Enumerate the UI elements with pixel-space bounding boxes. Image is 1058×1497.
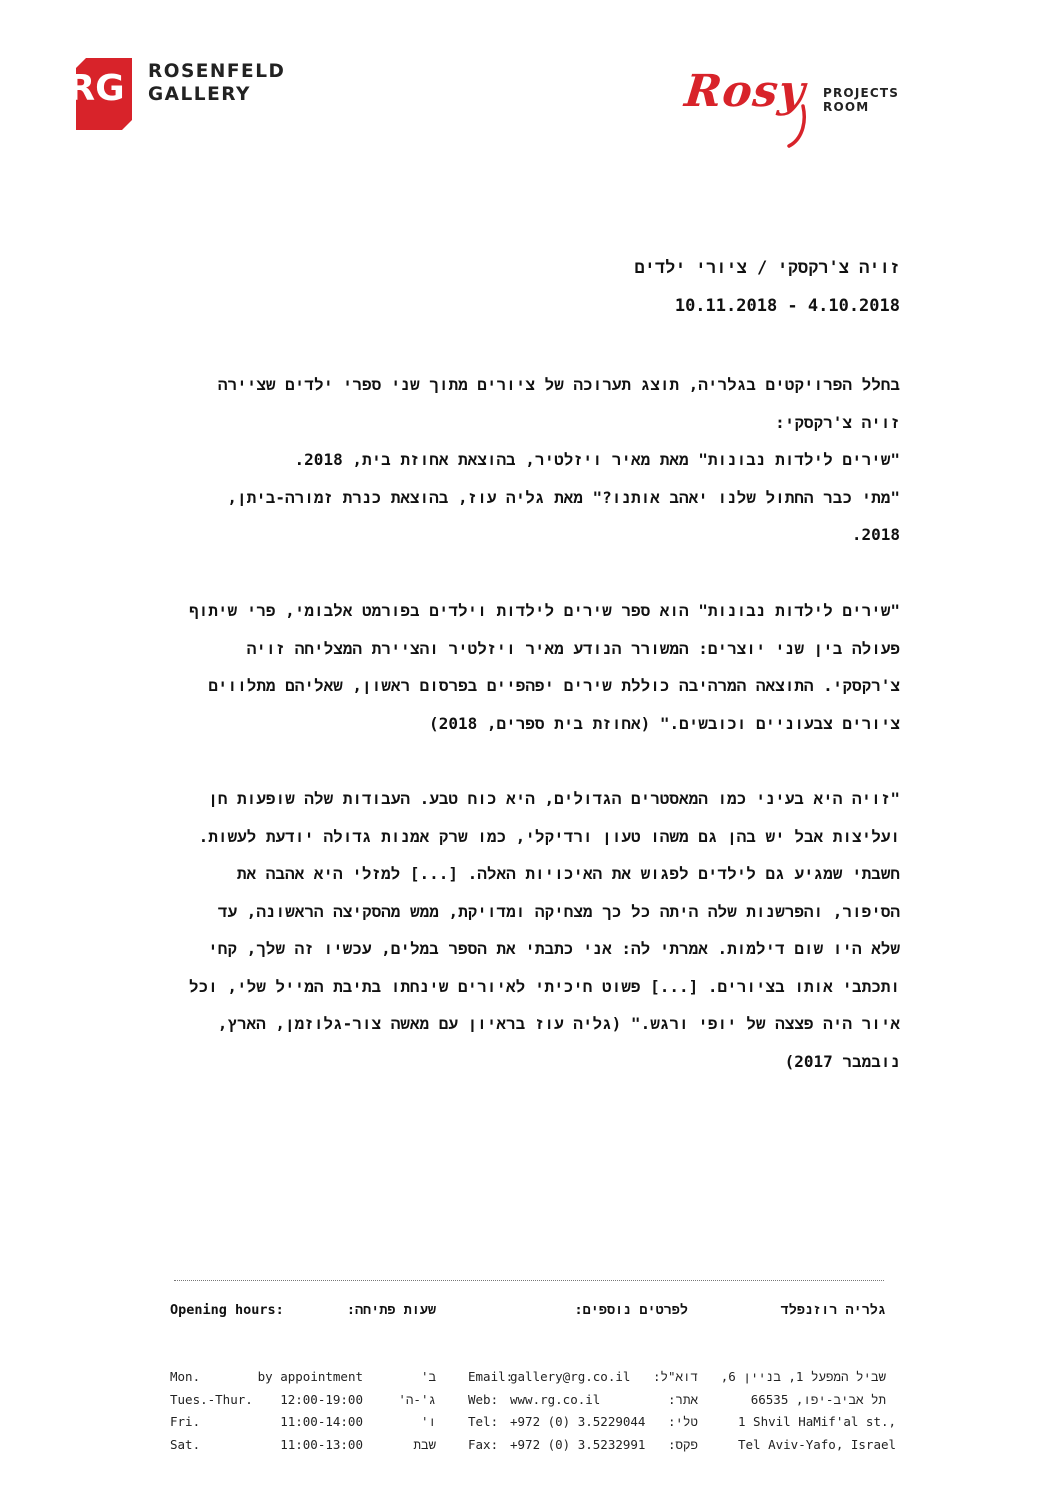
rosy-wordmark: Rosy xyxy=(682,66,808,117)
opening-hours-heading-en: Opening hours: xyxy=(170,1302,284,1318)
rosy-subtitle-line2: ROOM xyxy=(823,100,870,114)
fax-number: +972 (0) 3.5232991 xyxy=(510,1436,646,1452)
contact-values xyxy=(510,1366,645,1456)
opening-hours-heading-he: שעות פתיחה: xyxy=(346,1302,436,1318)
rosenfeld-gallery-logo xyxy=(67,58,316,130)
rosy-swash-icon xyxy=(685,66,825,150)
gallery-name xyxy=(148,60,285,106)
hours-times xyxy=(250,1366,363,1456)
address-line: שביל המפעל 1, בניין 6, xyxy=(720,1369,886,1384)
website-link[interactable]: www.rg.co.il xyxy=(510,1391,601,1407)
hours-day: Tues.-Thur. xyxy=(170,1391,253,1407)
rg-logo-mark-icon xyxy=(67,58,132,130)
hours-time: 11:00-14:00 xyxy=(280,1414,363,1429)
text-line: בחלל הפרויקטים בגלריה, תוצג תערוכה של ציורים מתוך שני ספרי ילדים שציירה xyxy=(217,375,900,394)
address-line: 1 Shvil HaMif'al st., xyxy=(738,1414,897,1429)
text-line: ועליצות אבל יש בהן גם משהו טעון ורדיקלי, כמו שרק אמנות גדולה יודעת לעשות. xyxy=(198,826,900,846)
contact-label: Fax: xyxy=(468,1436,499,1452)
hours-day-he: ו' xyxy=(420,1414,436,1429)
contact-label-he: אתר: xyxy=(667,1391,698,1407)
contact-label-he: פקס: xyxy=(667,1436,698,1452)
contact-labels-he xyxy=(636,1366,698,1456)
gallery-name-line2: GALLERY xyxy=(148,84,251,105)
text-line: פעולה בין שני יוצרים: המשורר הנודע מאיר ויזלטיר והציירת המצליחה זויה xyxy=(246,638,900,658)
hours-day: Fri. xyxy=(170,1414,201,1429)
paragraph-book-description xyxy=(180,592,900,742)
hours-time: 12:00-19:00 xyxy=(280,1391,363,1407)
text-line: צ'רקסקי. התוצאה המרהיבה כוללת שירים יפהפיים בפרסום ראשון, שאליהם מתלווים xyxy=(208,676,900,695)
text-line: שלא היו שום דילמות. אמרתי לה: אני כתבתי את הספר במלים, עכשיו זה שלך, קחי xyxy=(208,939,900,958)
rosy-subtitle xyxy=(823,86,899,114)
hours-day-he: ג'-ה' xyxy=(398,1391,436,1407)
gallery-address xyxy=(720,1366,897,1456)
text-line: ציורים צבעוניים וכובשים." (אחוזת בית ספרים, 2018) xyxy=(429,713,900,733)
contact-label: Email: xyxy=(468,1369,514,1384)
contact-label-he: דוא"ל: xyxy=(652,1369,698,1384)
text-line: "מתי כבר החתול שלנו יאהב אותנו?" מאת גליה עוז, בהוצאת כנרת זמורה-ביתן, xyxy=(227,487,900,507)
text-line: 2018. xyxy=(851,525,900,544)
gallery-name-line1: ROSENFELD xyxy=(148,61,286,82)
rosy-subtitle-line1: PROJECTS xyxy=(823,86,900,100)
contact-labels-en xyxy=(468,1366,513,1456)
text-line: נובמבר 2017) xyxy=(784,1051,900,1071)
rosy-projects-room-logo xyxy=(682,66,925,150)
paragraph-quote xyxy=(180,780,900,1080)
email-link[interactable]: gallery@rg.co.il xyxy=(510,1369,631,1384)
hours-days-he xyxy=(366,1366,436,1456)
hours-days-en xyxy=(170,1366,253,1456)
phone-number: +972 (0) 3.5229044 xyxy=(510,1414,646,1429)
text-line: "שירים לילדות נבונות" מאת מאיר ויזלטיר, בהוצאת אחוזת בית, 2018. xyxy=(294,450,900,469)
contact-label-he: טלי: xyxy=(667,1414,698,1429)
hours-day: Sat. xyxy=(170,1436,201,1452)
footer-divider xyxy=(174,1280,884,1281)
address-line: תל אביב-יפו, 66535 xyxy=(750,1391,886,1407)
exhibition-dates: 10.11.2018 - 4.10.2018 xyxy=(674,296,900,316)
exhibition-title: זויה צ'רקסקי / ציורי ילדים xyxy=(634,258,900,278)
text-line: ותכתבי אותו בציורים. [...] פשוט חיכיתי לאיורים שינחתו בתיבת המייל שלי, וכל xyxy=(188,976,900,996)
address-line: Tel Aviv-Yafo, Israel xyxy=(738,1436,897,1452)
text-line: "שירים לילדות נבונות" הוא ספר שירים לילדות וילדים בפורמט אלבומי, פרי שיתוף xyxy=(189,601,900,620)
text-line: איור היה פצצה של יופי ורגש." (גליה עוז בראיון עם מאשה צור-גלוזמן, הארץ, xyxy=(217,1014,900,1033)
details-heading-he: לפרטים נוספים: xyxy=(574,1302,688,1318)
hours-day: Mon. xyxy=(170,1369,201,1384)
contact-label: Web: xyxy=(468,1391,499,1407)
text-line: "זויה היא בעיני כמו המאסטרים הגדולים, היא כוח טבע. העבודות שלה שופעות חן xyxy=(208,789,900,808)
hours-time: 11:00-13:00 xyxy=(280,1436,363,1452)
gallery-heading-he: גלריה רוזנפלד xyxy=(780,1302,886,1318)
text-line: חשבתי שמגיע גם לילדים לפגוש את האיכויות האלה. [...] למזלי היא אהבה את xyxy=(236,864,900,883)
hours-day-he: שבת xyxy=(413,1436,436,1452)
rg-mark-letters: RG xyxy=(67,68,125,109)
paragraph-intro xyxy=(180,366,900,554)
hours-day-he: ב' xyxy=(420,1369,436,1384)
contact-label: Tel: xyxy=(468,1414,499,1429)
text-line: הסיפור, והפרשנות שלה היתה כל כך מצחיקה ומדויקת, ממש מהסקיצה הראשונה, עד xyxy=(217,901,900,921)
text-line: זויה צ'רקסקי: xyxy=(775,412,900,432)
hours-time: by appointment xyxy=(257,1369,363,1384)
